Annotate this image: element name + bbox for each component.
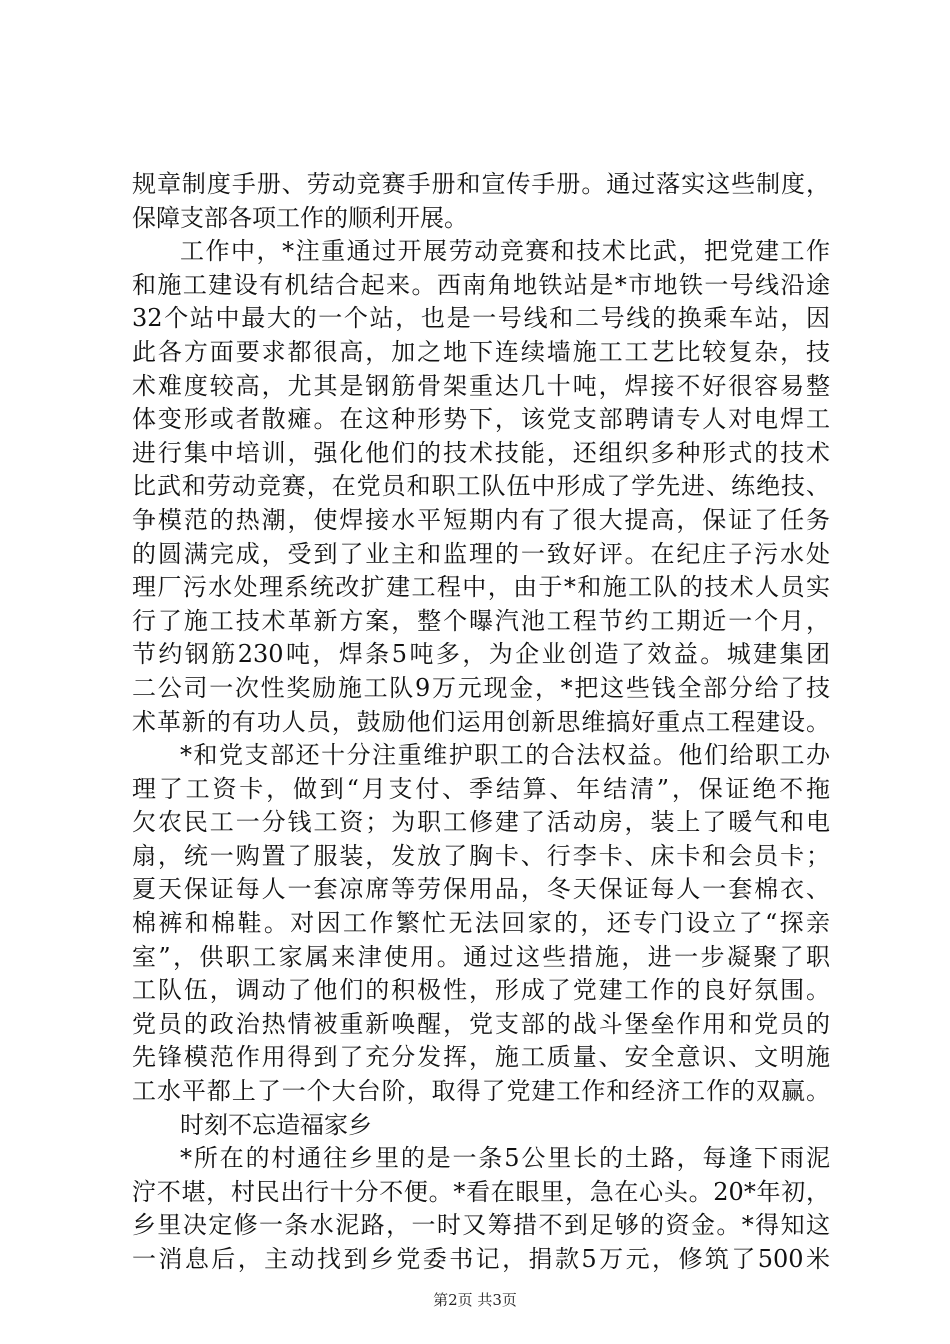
text-line: 理了工资卡，做到“月支付、季结算、年结清”，保证绝不拖 — [132, 774, 830, 803]
text-line: 二公司一次性奖励施工队9万元现金，*把这些钱全部分给了技 — [132, 673, 830, 702]
text-line: 泞不堪，村民出行十分不便。*看在眼里，急在心头。20*年初， — [132, 1177, 830, 1206]
text-line: 的圆满完成，受到了业主和监理的一致好评。在纪庄子污水处 — [132, 539, 830, 568]
text-line: *所在的村通往乡里的是一条5公里长的土路，每逢下雨泥 — [180, 1144, 830, 1173]
text-line: 理厂污水处理系统改扩建工程中，由于*和施工队的技术人员实 — [132, 573, 830, 602]
text-line: 先锋模范作用得到了充分发挥，施工质量、安全意识、文明施 — [132, 1043, 830, 1072]
text-line: 和施工建设有机结合起来。西南角地铁站是*市地铁一号线沿途 — [132, 270, 830, 299]
text-line: 规章制度手册、劳动竞赛手册和宣传手册。通过落实这些制度， — [132, 170, 830, 198]
text-line: 争模范的热潮，使焊接水平短期内有了很大提高，保证了任务 — [132, 505, 830, 534]
text-line: 夏天保证每人一套凉席等劳保用品，冬天保证每人一套棉衣、 — [132, 875, 830, 904]
text-line: 行了施工技术革新方案，整个曝汽池工程节约工期近一个月， — [132, 606, 830, 635]
document-body — [132, 168, 830, 1277]
text-line: 工水平都上了一个大台阶，取得了党建工作和经济工作的双赢。 — [132, 1077, 830, 1106]
text-line: 保障支部各项工作的顺利开展。 — [132, 203, 468, 232]
text-line: 工作中，*注重通过开展劳动竞赛和技术比武，把党建工作 — [180, 237, 830, 266]
text-line: 乡里决定修一条水泥路，一时又筹措不到足够的资金。*得知这 — [132, 1211, 830, 1240]
text-line: 棉裤和棉鞋。对因工作繁忙无法回家的，还专门设立了“探亲 — [132, 909, 830, 938]
text-line: 体变形或者散瘫。在这种形势下，该党支部聘请专人对电焊工 — [132, 405, 830, 434]
text-line: 进行集中培训，强化他们的技术技能，还组织多种形式的技术 — [132, 438, 830, 467]
page-number-footer: 第2页 共3页 — [433, 1291, 517, 1309]
text-line: 扇，统一购置了服装，发放了胸卡、行李卡、床卡和会员卡； — [132, 841, 830, 870]
text-line: 工队伍，调动了他们的积极性，形成了党建工作的良好氛围。 — [132, 976, 830, 1005]
text-line: 一消息后，主动找到乡党委书记，捐款5万元，修筑了500米 — [132, 1245, 830, 1273]
text-line: 室”，供职工家属来津使用。通过这些措施，进一步凝聚了职 — [132, 942, 830, 971]
text-line: 党员的政治热情被重新唤醒，党支部的战斗堡垒作用和党员的 — [132, 1009, 830, 1038]
text-line: 此各方面要求都很高，加之地下连续墙施工工艺比较复杂，技 — [132, 337, 830, 366]
text-line: 术革新的有功人员，鼓励他们运用创新思维搞好重点工程建设。 — [132, 707, 830, 736]
text-line: 比武和劳动竞赛，在党员和职工队伍中形成了学先进、练绝技、 — [132, 472, 830, 501]
text-line: 欠农民工一分钱工资；为职工修建了活动房，装上了暖气和电 — [132, 808, 830, 837]
text-line: 节约钢筋230吨，焊条5吨多，为企业创造了效益。城建集团 — [132, 640, 830, 669]
text-line: 术难度较高，尤其是钢筋骨架重达几十吨，焊接不好很容易整 — [132, 371, 830, 400]
text-line: 时刻不忘造福家乡 — [180, 1110, 372, 1139]
text-line: 32个站中最大的一个站，也是一号线和二号线的换乘车站，因 — [132, 304, 830, 333]
text-line: *和党支部还十分注重维护职工的合法权益。他们给职工办 — [180, 741, 830, 770]
